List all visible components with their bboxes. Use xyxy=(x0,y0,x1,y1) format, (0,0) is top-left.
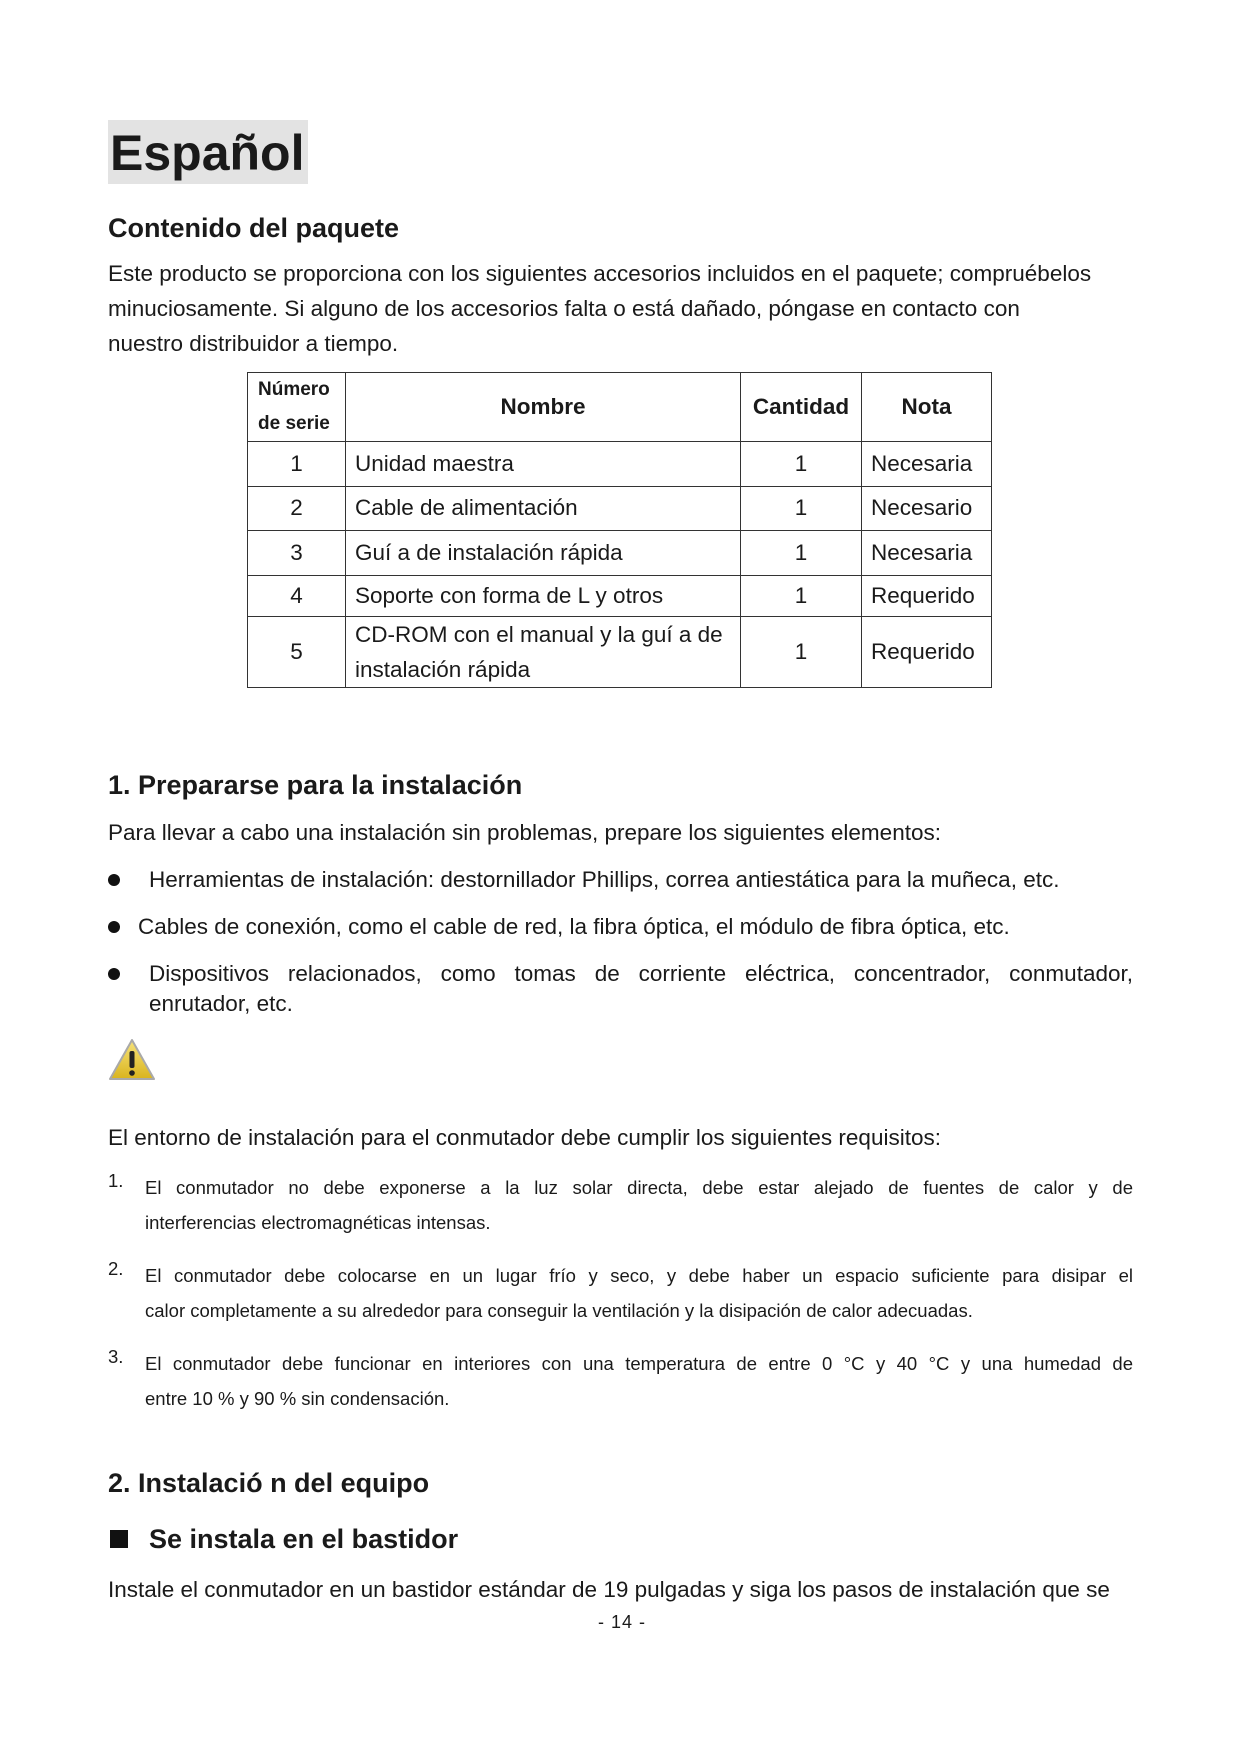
bullet-dot-icon xyxy=(108,921,120,933)
header-note: Nota xyxy=(862,373,992,442)
cell-num: 3 xyxy=(248,531,346,576)
package-intro-line: minuciosamente. Si alguno de los accesorios falta o está dañado, póngase en contacto con xyxy=(108,296,1020,321)
cell-name: Soporte con forma de L y otros xyxy=(346,575,741,616)
section2-heading: 2. Instalació n del equipo xyxy=(108,1468,430,1498)
cell-note: Requerido xyxy=(862,616,992,687)
cell-name-line1: CD-ROM con el manual y la guí a de xyxy=(355,621,723,647)
requirement-line: El conmutador debe colocarse en un lugar frío y seco, y debe haber un espacio suficiente para disipar el xyxy=(145,1265,1133,1286)
bullet-item-continuation: enrutador, etc. xyxy=(149,991,293,1016)
header-serial-line1: Número xyxy=(258,379,330,400)
bullet-item: Dispositivos relacionados, como tomas de corriente eléctrica, concentrador, conmutador, xyxy=(149,961,1133,986)
cell-name: Guí a de instalación rápida xyxy=(346,531,741,576)
cell-note: Necesaria xyxy=(862,531,992,576)
section2-subheading: Se instala en el bastidor xyxy=(149,1524,459,1554)
requirement-line: interferencias electromagnéticas intensas. xyxy=(145,1212,491,1233)
package-intro-line: nuestro distribuidor a tiempo. xyxy=(108,331,399,356)
cell-note: Necesaria xyxy=(862,442,992,487)
environment-intro: El entorno de instalación para el conmutador debe cumplir los siguientes requisitos: xyxy=(108,1125,941,1150)
square-bullet-icon xyxy=(110,1530,128,1548)
bullet-item: Cables de conexión, como el cable de red, la fibra óptica, el módulo de fibra óptica, etc. xyxy=(138,914,1010,939)
requirement-line: entre 10 % y 90 % sin condensación. xyxy=(145,1388,450,1409)
table-row xyxy=(248,531,992,576)
cell-num: 5 xyxy=(248,616,346,687)
cell-qty: 1 xyxy=(741,531,862,576)
table-row xyxy=(248,442,992,487)
requirement-number: 1. xyxy=(108,1170,124,1191)
package-intro-line: Este producto se proporciona con los siguientes accesorios incluidos en el paquete; compruébelos xyxy=(108,261,1092,286)
package-heading: Contenido del paquete xyxy=(108,213,400,243)
cell-name: Unidad maestra xyxy=(346,442,741,487)
table-row xyxy=(248,575,992,616)
cell-name-line2: instalación rápida xyxy=(355,656,531,682)
table-header-row xyxy=(248,373,992,442)
header-serial-number xyxy=(248,373,346,442)
package-intro xyxy=(108,256,1091,361)
header-serial-line2: de serie xyxy=(258,413,330,434)
header-name: Nombre xyxy=(346,373,741,442)
table-row xyxy=(248,616,992,687)
cell-name: Cable de alimentación xyxy=(346,486,741,531)
bullet-dot-icon xyxy=(108,968,120,980)
section2-text: Instale el conmutador en un bastidor estándar de 19 pulgadas y siga los pasos de instalación que se xyxy=(108,1577,1110,1602)
header-quantity: Cantidad xyxy=(741,373,862,442)
cell-name xyxy=(346,616,741,687)
page-number: - 14 - xyxy=(598,1612,647,1632)
requirement-line: El conmutador debe funcionar en interiores con una temperatura de entre 0 °C y 40 °C y una humedad de xyxy=(145,1353,1133,1374)
bullet-item: Herramientas de instalación: destornillador Phillips, correa antiestática para la muñeca, etc. xyxy=(149,867,1060,892)
cell-num: 1 xyxy=(248,442,346,487)
requirement-number: 2. xyxy=(108,1258,124,1279)
section1-intro: Para llevar a cabo una instalación sin problemas, prepare los siguientes elementos: xyxy=(108,820,941,845)
cell-num: 4 xyxy=(248,575,346,616)
requirement-line: El conmutador no debe exponerse a la luz solar directa, debe estar alejado de fuentes de calor y de xyxy=(145,1177,1133,1198)
warning-icon xyxy=(108,1038,156,1082)
section1-heading: 1. Prepararse para la instalación xyxy=(108,770,523,800)
cell-note: Requerido xyxy=(862,575,992,616)
cell-qty: 1 xyxy=(741,442,862,487)
cell-qty: 1 xyxy=(741,486,862,531)
bullet-dot-icon xyxy=(108,874,120,886)
cell-num: 2 xyxy=(248,486,346,531)
requirement-line: calor completamente a su alrededor para conseguir la ventilación y la disipación de calor adecuadas. xyxy=(145,1300,973,1321)
requirement-number: 3. xyxy=(108,1346,124,1367)
package-contents-table xyxy=(247,372,992,688)
cell-qty: 1 xyxy=(741,575,862,616)
cell-qty: 1 xyxy=(741,616,862,687)
table-row xyxy=(248,486,992,531)
cell-note: Necesario xyxy=(862,486,992,531)
page-language-title: Español xyxy=(108,120,308,184)
